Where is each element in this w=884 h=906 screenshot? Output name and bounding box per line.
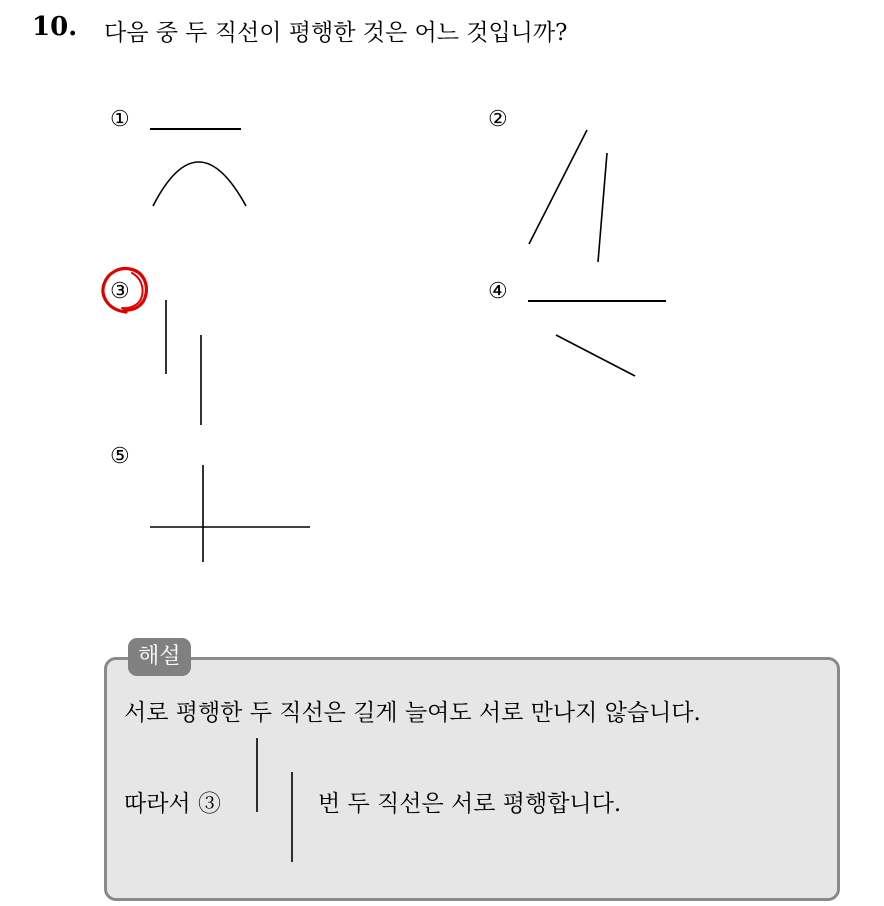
question-text: 다음 중 두 직선이 평행한 것은 어느 것입니까? — [104, 20, 568, 46]
option-1-label: ① — [110, 107, 130, 132]
option-3-label: ③ — [110, 279, 130, 304]
option-2-label: ② — [488, 107, 508, 132]
question-number: 10. — [32, 12, 78, 42]
solution-line-2-prefix: 따라서 ③ — [124, 791, 221, 817]
solution-badge: 해설 — [128, 638, 191, 676]
option-4-label: ④ — [488, 279, 508, 304]
solution-line-1: 서로 평행한 두 직선은 길게 늘여도 서로 만나지 않습니다. — [124, 700, 701, 726]
solution-line-2-suffix: 번 두 직선은 서로 평행합니다. — [318, 791, 622, 817]
option-5-label: ⑤ — [110, 444, 130, 469]
